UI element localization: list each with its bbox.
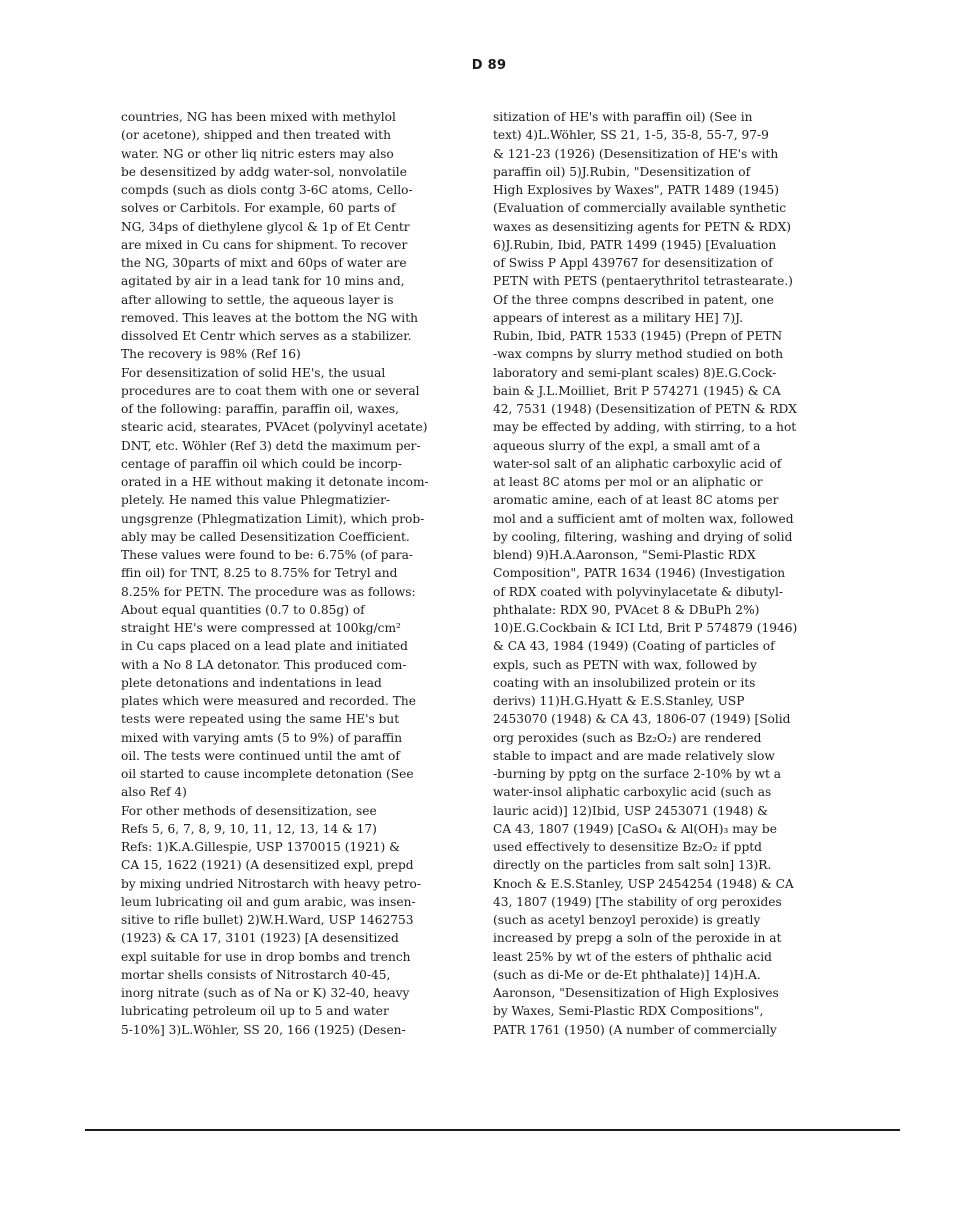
text-line: plete detonations and indentations in lead — [121, 675, 382, 690]
text-line: increased by prepg a soln of the peroxide in at — [493, 931, 782, 946]
text-line: Refs 5, 6, 7, 8, 9, 10, 11, 12, 13, 14 & 17) — [121, 821, 377, 836]
text-line: least 25% by wt of the esters of phthalic acid — [493, 949, 772, 964]
text-line: water-insol aliphatic carboxylic acid (such as — [493, 785, 772, 800]
text-line: oil started to cause incomplete detonation (See — [121, 767, 414, 781]
text-line: The recovery is 98% (Ref 16) — [121, 347, 301, 362]
text-line: agitated by air in a lead tank for 10 mins and, — [121, 274, 405, 289]
text-line: in Cu caps placed on a lead plate and initiated — [121, 639, 408, 654]
text-line: countries, NG has been mixed with methylol — [121, 110, 396, 124]
text-line: expls, such as PETN with wax, followed by — [493, 657, 757, 672]
text-line: dissolved Et Centr which serves as a stabilizer. — [121, 329, 412, 343]
left-column — [121, 108, 461, 1039]
text-line: (such as acetyl benzoyl peroxide) is greatly — [493, 913, 761, 927]
text-line: procedures are to coat them with one or several — [121, 383, 420, 398]
text-line: Aaronson, "Desensitization of High Explosives — [493, 986, 779, 1000]
text-line: Of the three compns described in patent, one — [493, 292, 774, 307]
text-line: by Waxes, Semi-Plastic RDX Compositions", — [493, 1004, 764, 1019]
text-line: 10)E.G.Cockbain & ICI Ltd, Brit P 574879 (1946) — [493, 621, 798, 635]
text-line: (such as di-Me or de-Et phthalate)] 14)H.A. — [493, 967, 761, 982]
text-line: PETN with PETS (pentaerythritol tetrastearate.) — [493, 274, 793, 289]
text-line: mol and a sufficient amt of molten wax, followed — [493, 511, 794, 526]
text-line: DNT, etc. Wöhler (Ref 3) detd the maximum per- — [121, 438, 421, 453]
text-line: sitive to rifle bullet) 2)W.H.Ward, USP 1462753 — [121, 913, 414, 927]
text-line: (or acetone), shipped and then treated with — [121, 128, 391, 143]
text-line: laboratory and semi-plant scales) 8)E.G.Cock- — [493, 365, 777, 380]
text-line: solves or Carbitols. For example, 60 parts of — [121, 201, 396, 216]
text-line: expl suitable for use in drop bombs and trench — [121, 949, 411, 964]
text-line: -burning by pptg on the surface 2-10% by wt a — [493, 767, 781, 781]
text-line: paraffin oil) 5)J.Rubin, "Desensitization of — [493, 164, 751, 179]
text-line: 8.25% for PETN. The procedure was as follows: — [121, 584, 416, 599]
text-line: High Explosives by Waxes", PATR 1489 (1945) — [493, 183, 780, 197]
text-line: 42, 7531 (1948) (Desensitization of PETN & RDX — [493, 402, 797, 416]
text-line: at least 8C atoms per mol or an aliphatic or — [493, 475, 763, 489]
text-line: be desensitized by addg water-sol, nonvolatile — [121, 164, 407, 179]
text-line: appears of interest as a military HE] 7)J. — [493, 310, 743, 325]
text-line: of Swiss P Appl 439767 for desensitization of — [493, 256, 773, 270]
text-line: Composition", PATR 1634 (1946) (Investigation — [493, 566, 786, 581]
text-line: & 121-23 (1926) (Desensitization of HE's with — [493, 146, 779, 161]
text-line: ungsgrenze (Phlegmatization Limit), which prob- — [121, 511, 425, 526]
text-line: are mixed in Cu cans for shipment. To recover — [121, 237, 408, 252]
text-line: tests were repeated using the same HE's but — [121, 712, 400, 727]
text-line: water. NG or other liq nitric esters may also — [121, 146, 394, 161]
text-line: with a No 8 LA detonator. This produced com- — [121, 657, 407, 672]
text-line: About equal quantities (0.7 to 0.85g) of — [121, 602, 365, 617]
text-line: These values were found to be: 6.75% (of para- — [121, 548, 414, 562]
text-line: 2453070 (1948) & CA 43, 1806-07 (1949) [Solid — [493, 712, 791, 727]
footer-rule — [85, 1129, 900, 1131]
text-line: waxes as desensitizing agents for PETN & RDX) — [493, 219, 791, 234]
text-line: lauric acid)] 12)Ibid, USP 2453071 (1948) & — [493, 803, 769, 818]
text-line: Knoch & E.S.Stanley, USP 2454254 (1948) & CA — [493, 876, 794, 891]
text-line: sitization of HE's with paraffin oil) (See in — [493, 110, 753, 124]
text-line: may be effected by adding, with stirring, to a hot — [493, 420, 797, 435]
text-line: For desensitization of solid HE's, the usual — [121, 365, 386, 380]
text-line: ably may be called Desensitization Coefficient. — [121, 529, 410, 544]
text-line: 6)J.Rubin, Ibid, PATR 1499 (1945) [Evaluation — [493, 237, 777, 252]
text-line: Refs: 1)K.A.Gillespie, USP 1370015 (1921) & — [121, 840, 400, 854]
text-line: lubricating petroleum oil up to 5 and water — [121, 1004, 389, 1019]
text-line: directly on the particles from salt soln] 13)R. — [493, 858, 772, 873]
text-line: aqueous slurry of the expl, a small amt of a — [493, 438, 761, 453]
text-line: orated in a HE without making it detonate incom- — [121, 475, 429, 489]
text-line: mixed with varying amts (5 to 9%) of paraffin — [121, 730, 403, 745]
text-line: (Evaluation of commercially available synthetic — [493, 201, 787, 216]
text-line: NG, 34ps of diethylene glycol & 1p of Et Centr — [121, 219, 410, 234]
text-line: ffin oil) for TNT, 8.25 to 8.75% for Tetryl and — [121, 566, 398, 581]
text-line: & CA 43, 1984 (1949) (Coating of particles of — [493, 639, 775, 654]
text-line: blend) 9)H.A.Aaronson, "Semi-Plastic RDX — [493, 548, 756, 562]
text-line: 43, 1807 (1949) [The stability of org peroxides — [493, 894, 782, 909]
text-line: of the following: paraffin, paraffin oil, waxes, — [121, 402, 400, 416]
text-line: CA 43, 1807 (1949) [CaSO₄ & Al(OH)₃ may be — [493, 821, 777, 836]
text-line: also Ref 4) — [121, 785, 187, 800]
text-line: water-sol salt of an aliphatic carboxylic acid of — [493, 456, 782, 471]
text-line: centage of paraffin oil which could be incorp- — [121, 456, 402, 471]
text-line: compds (such as diols contg 3-6C atoms, Cello- — [121, 183, 413, 197]
text-line: plates which were measured and recorded. The — [121, 694, 416, 708]
text-line: CA 15, 1622 (1921) (A desensitized expl, prepd — [121, 858, 414, 873]
text-line: stearic acid, stearates, PVAcet (polyvinyl acetate) — [121, 420, 428, 435]
text-line: text) 4)L.Wöhler, SS 21, 1-5, 35-8, 55-7, 97-9 — [493, 128, 769, 143]
text-line: mortar shells consists of Nitrostarch 40-45, — [121, 967, 391, 982]
text-line: inorg nitrate (such as of Na or K) 32-40, heavy — [121, 986, 410, 1000]
text-line: by mixing undried Nitrostarch with heavy petro- — [121, 876, 421, 891]
text-line: PATR 1761 (1950) (A number of commercially — [493, 1022, 777, 1037]
text-line: after allowing to settle, the aqueous layer is — [121, 292, 394, 307]
text-line: by cooling, filtering, washing and drying of solid — [493, 529, 793, 544]
text-line: 5-10%] 3)L.Wöhler, SS 20, 166 (1925) (Desen- — [121, 1022, 406, 1037]
right-column — [493, 108, 843, 1039]
text-line: leum lubricating oil and gum arabic, was insen- — [121, 894, 416, 909]
text-line: the NG, 30parts of mixt and 60ps of water are — [121, 256, 407, 270]
text-line: bain & J.L.Moilliet, Brit P 574271 (1945) & CA — [493, 383, 781, 398]
text-line: coating with an insolubilized protein or its — [493, 675, 756, 690]
page-number: D 89 — [471, 58, 507, 73]
text-line: Rubin, Ibid, PATR 1533 (1945) (Prepn of PETN — [493, 329, 783, 343]
text-line: of RDX coated with polyvinylacetate & dibutyl- — [493, 584, 784, 599]
text-line: For other methods of desensitization, see — [121, 803, 377, 818]
text-line: used effectively to desensitize Bz₂O₂ if pptd — [493, 840, 762, 854]
text-line: org peroxides (such as Bz₂O₂) are rendered — [493, 730, 762, 745]
text-line: pletely. He named this value Phlegmatizier- — [121, 493, 391, 508]
text-line: (1923) & CA 17, 3101 (1923) [A desensitized — [121, 931, 399, 946]
text-line: -wax compns by slurry method studied on both — [493, 347, 784, 362]
text-line: straight HE's were compressed at 100kg/cm² — [121, 621, 401, 635]
text-line: removed. This leaves at the bottom the NG with — [121, 310, 418, 325]
text-line: phthalate: RDX 90, PVAcet 8 & DBuPh 2%) — [493, 602, 760, 617]
text-line: oil. The tests were continued until the amt of — [121, 748, 400, 763]
text-line: aromatic amine, each of at least 8C atoms per — [493, 493, 779, 508]
text-line: derivs) 11)H.G.Hyatt & E.S.Stanley, USP — [493, 694, 745, 708]
text-line: stable to impact and are made relatively slow — [493, 748, 775, 763]
